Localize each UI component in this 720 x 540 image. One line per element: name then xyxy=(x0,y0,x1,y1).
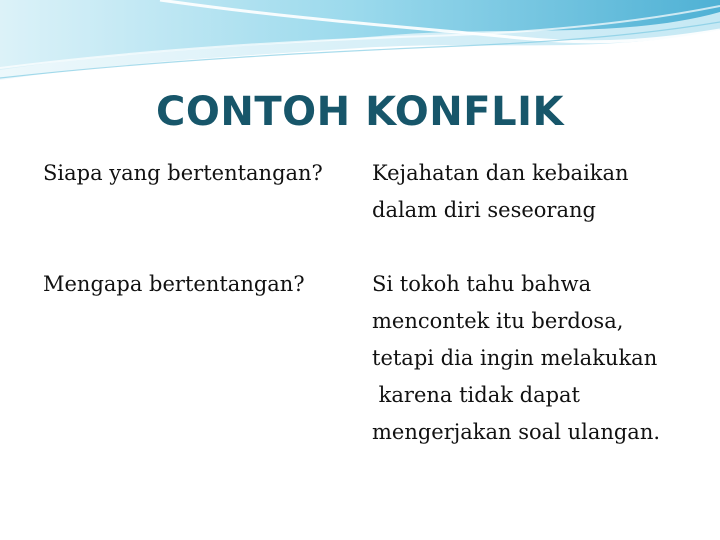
answer-why: Si tokoh tahu bahwa mencontek itu berdosa, tetapi dia ingin melakukan karena tidak dapat mengerjakan soal ulangan. xyxy=(372,272,661,444)
header-wave-decoration xyxy=(0,0,720,90)
question-who: Siapa yang bertentangan? xyxy=(43,161,323,185)
question-why: Mengapa bertentangan? xyxy=(43,272,305,296)
answer-who: Kejahatan dan kebaikan dalam diri seseorang xyxy=(372,161,629,222)
slide-title: CONTOH KONFLIK xyxy=(156,89,564,135)
